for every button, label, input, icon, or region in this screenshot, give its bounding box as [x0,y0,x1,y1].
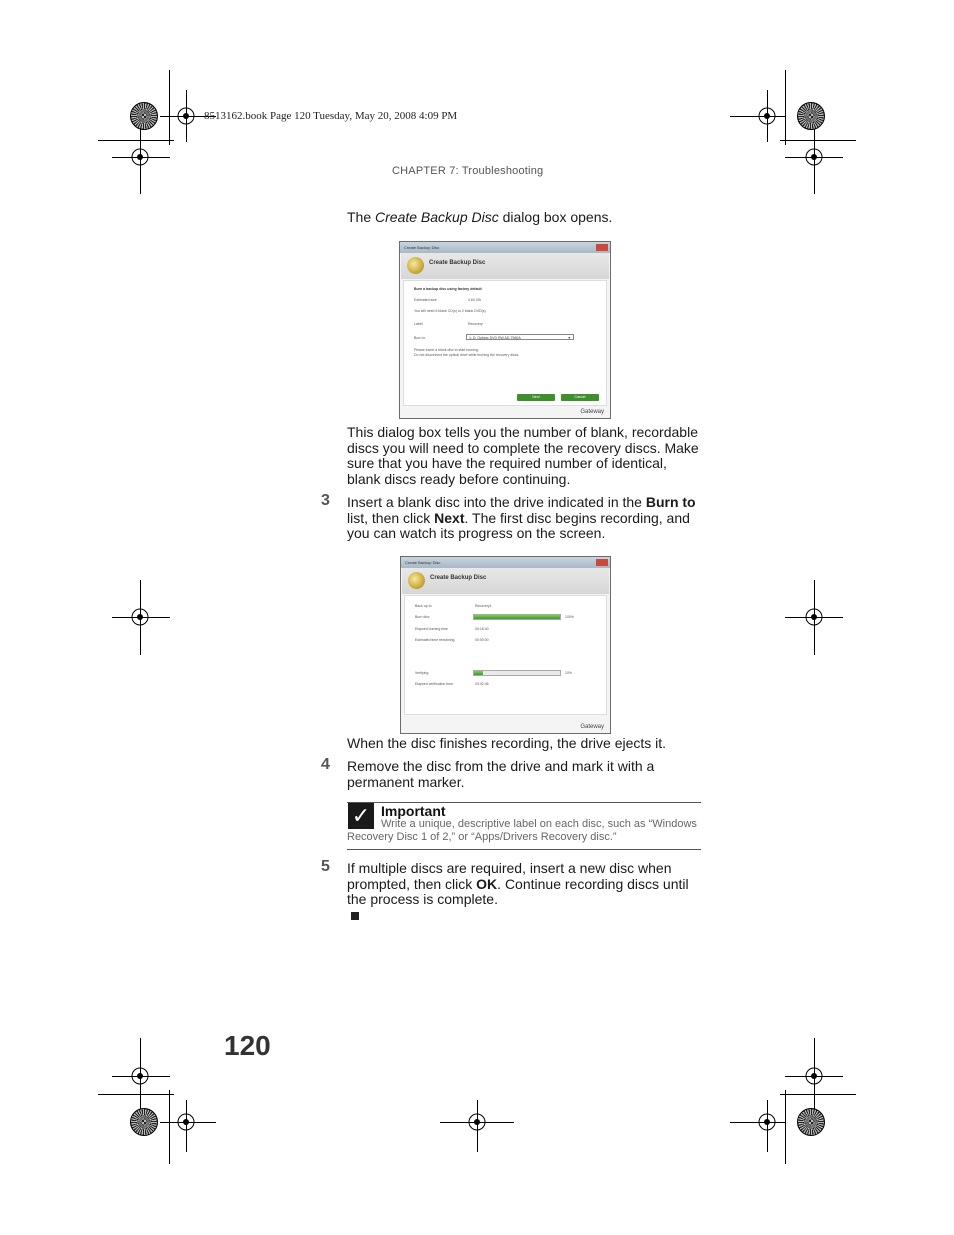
dialog-row-label: Estimated time remaining [415,638,455,642]
dialog-instruction: Do not disconnect the optical drive while burning the recovery discs. [414,353,520,357]
verify-progress-fill [474,671,483,675]
burn-progress-bar [473,614,561,620]
next-button: Next [517,394,555,401]
create-backup-disc-dialog-screenshot [399,241,611,419]
registration-target-icon [802,145,826,169]
step-4-text: Remove the disc from the drive and mark it with a permanent marker. [347,758,655,790]
dialog-titlebar [401,557,610,568]
step-3-t3: . The first disc begins recording, and you can watch its progress on the screen. [347,509,690,541]
intro-dialog-name: Create Backup Disc [375,209,499,225]
close-icon [596,244,608,251]
burn-progress-fill [474,615,560,619]
chevron-down-icon: ▼ [567,336,571,340]
print-header: 8513162.book Page 120 Tuesday, May 20, 2008 4:09 PM [204,110,458,122]
next-term: Next [434,509,465,526]
dialog-row-value: 00:18:40 [475,627,489,631]
registration-target-icon [128,1064,152,1088]
dialog-row-value: 100% [565,615,574,619]
dialog-row-label: You will need 6 blank CD(s) or 2 blank DVD(s) [414,309,486,313]
end-of-section-marker [351,912,359,920]
dialog-description-paragraph: This dialog box tells you the number of blank, recordable discs you will need to complete the recovery discs. Make sure that you have the required number of identical, blank discs ready before continuing. [347,424,699,487]
step-number: 3 [321,492,330,509]
burn-to-term: Burn to [645,494,696,510]
dialog-heading: Burn a backup disc using factory default [414,287,482,291]
dialog-row-label: Elapsed burning time [415,627,448,631]
dialog-row-value: 00:00:00 [475,638,489,642]
registration-target-icon [802,605,826,629]
registration-sunburst-icon [797,1108,825,1136]
dialog-row-label: Label [414,322,423,326]
step-number: 5 [321,858,330,875]
step-5-t1: If multiple discs are required, insert a new disc when prompted, then click [347,860,672,892]
registration-target-icon [802,1064,826,1088]
step-number: 4 [321,756,330,773]
registration-target-icon [174,104,198,128]
step-3-t2: list, then click [347,509,435,526]
gateway-logo: Gateway [580,724,604,730]
checkmark-icon: ✓ [348,803,374,829]
ok-term: OK [476,875,498,892]
dialog-header [401,253,609,279]
registration-target-icon [755,104,779,128]
dialog-row-label: Verifying [415,671,429,675]
important-title: Important [381,803,446,819]
dialog-body [404,595,607,715]
important-text: Write a unique, descriptive label on each disc, such as “Windows Recovery Disc 1 of 2,” or “Apps/Drivers Recovery disc.” [347,818,697,843]
dialog-titlebar [400,242,610,253]
registration-target-icon [128,605,152,629]
dialog-header-title: Create Backup Disc [429,260,486,266]
close-icon [596,559,608,566]
step-3-text [347,495,702,542]
registration-target-icon [755,1110,779,1134]
intro-pre: The [347,209,376,225]
intro-post: dialog box opens. [498,209,613,225]
dialog-row-value: 00:02:46 [475,682,489,686]
page-number: 120 [224,1030,271,1061]
verify-progress-bar [473,670,561,676]
dialog-row-label: Elapsed verification time [415,682,453,686]
burn-to-select-value: 1: D: Optiarc DVD RW AD-7560A [469,336,521,340]
dialog-row-value: 10% [565,671,573,675]
step-3-t1: Insert a blank disc into the drive indicated in the [347,494,646,510]
registration-target-icon [174,1110,198,1134]
note-bottom-rule [347,849,701,850]
registration-sunburst-icon [130,102,158,130]
dialog-header-title: Create Backup Disc [430,575,487,581]
backup-disc-icon [408,572,425,589]
dialog-header [402,568,609,594]
dialog-body [403,280,607,406]
dialog-row-label: Back up to [415,604,432,608]
registration-target-icon [128,145,152,169]
dialog-row-label: Burn disc [415,615,430,619]
gateway-logo: Gateway [580,409,604,415]
backup-disc-icon [407,257,424,274]
dialog-instruction: Please insert a blank disc to start burning. [414,348,479,352]
burn-to-select [466,334,574,340]
cancel-button: Cancel [561,394,599,401]
dialog-window-title: Create Backup Disc [404,245,440,250]
dialog-row-label: Burn to [414,336,426,340]
dialog-row-label: Estimated size [414,298,437,302]
chapter-header: CHAPTER 7: Troubleshooting [392,165,544,177]
dialog-row-value: Recovery1 [475,604,492,608]
registration-sunburst-icon [130,1108,158,1136]
dialog-row-value: 4.60 GB [468,298,481,302]
dialog-row-value: Recovery [468,322,483,326]
registration-target-icon [465,1110,489,1134]
step-5-text [347,861,702,908]
dialog-window-title: Create Backup Disc [405,560,441,565]
burning-progress-dialog-screenshot [400,556,611,734]
intro-paragraph [347,210,612,226]
registration-sunburst-icon [797,102,825,130]
disc-ejects-paragraph: When the disc finishes recording, the drive ejects it. [347,735,667,751]
step-5-t2: . Continue recording discs until the process is complete. [347,875,689,907]
